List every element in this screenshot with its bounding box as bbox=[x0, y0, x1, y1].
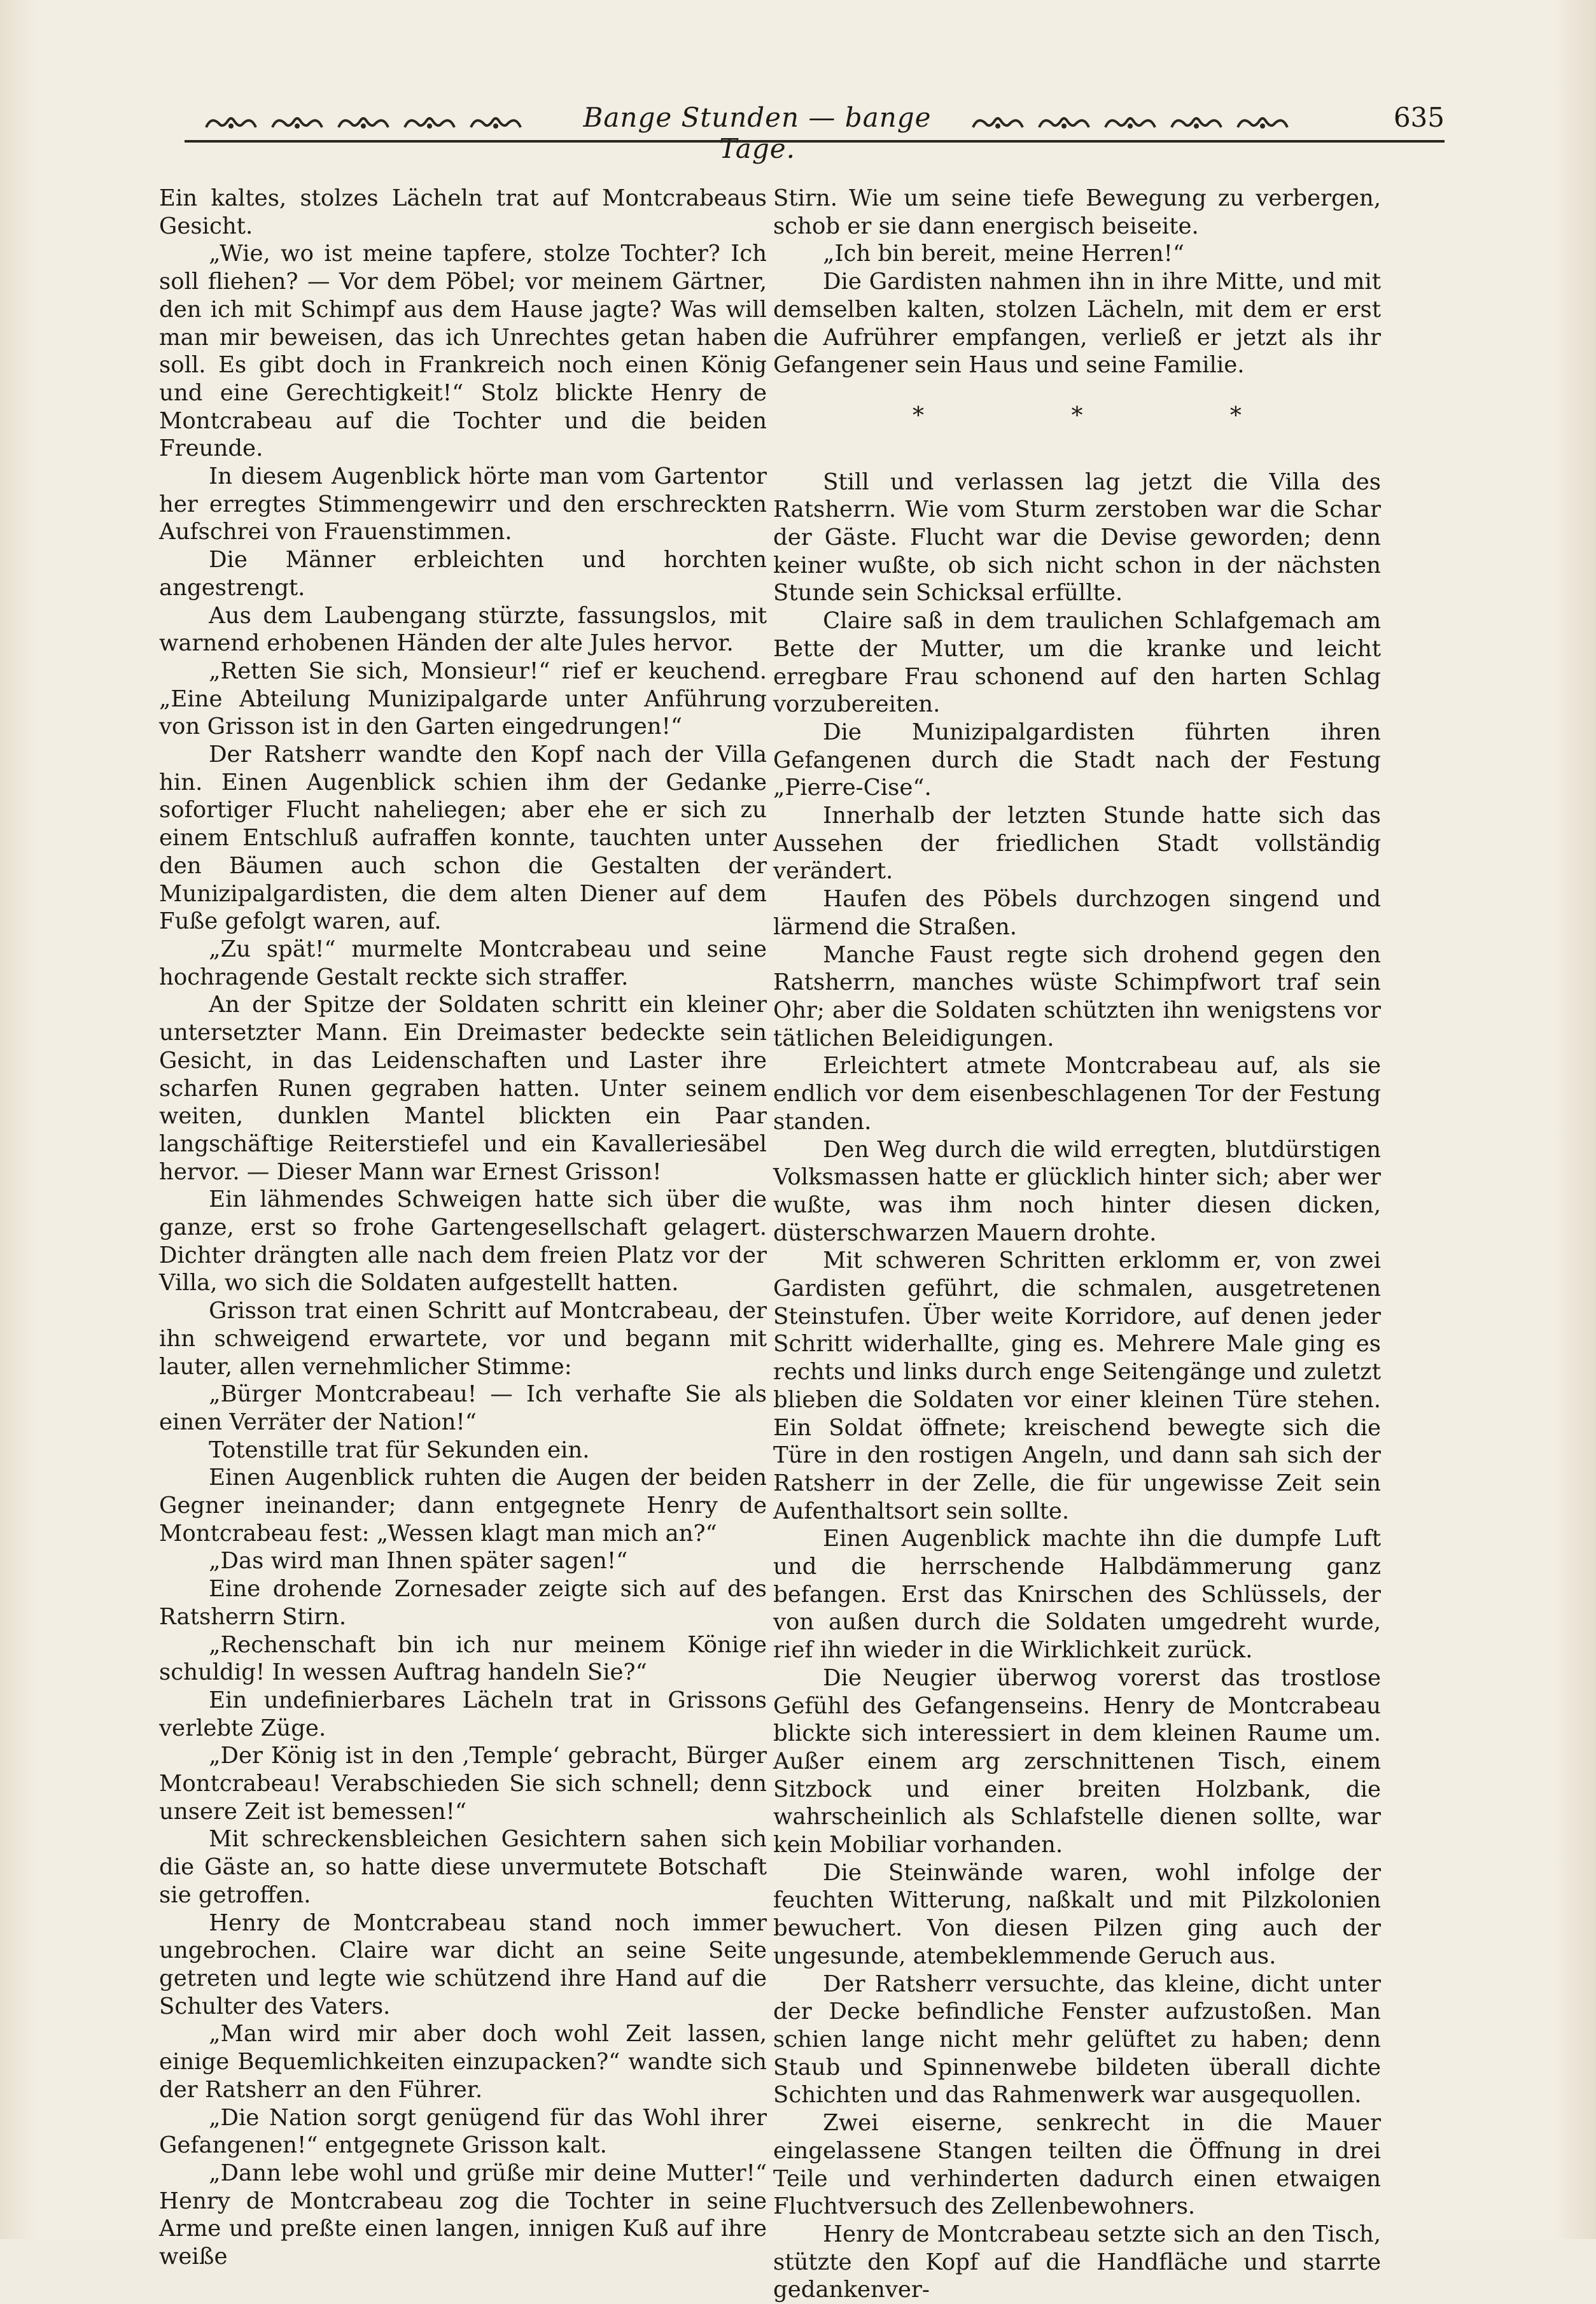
paragraph: „Zu spät!“ murmelte Montcrabeau und seine hochragende Gestalt reckte sich straffer. bbox=[159, 936, 767, 990]
paragraph: Aus dem Laubengang stürzte, fassungslos, mit warnend erhobenen Händen der alte Jules hervor. bbox=[159, 602, 767, 657]
ornament-icon bbox=[1169, 112, 1224, 134]
ornament-group-right bbox=[970, 112, 1290, 134]
paragraph: „Dann lebe wohl und grüße mir deine Mutter!“ Henry de Montcrabeau zog die Tochter in seine Arme und preßte einen langen, innigen Kuß auf ihre weiße bbox=[159, 2160, 767, 2270]
ornament-icon bbox=[270, 112, 325, 134]
paragraph: Stirn. Wie um seine tiefe Bewegung zu verbergen, schob er sie dann energisch beiseite. bbox=[773, 185, 1381, 239]
paragraph: Einen Augenblick machte ihn die dumpfe Luft und die herrschende Halbdämmerung ganz befangen. Erst das Knirschen des Schlüssels, der von außen durch die Soldaten umgedreht wurde, rief ihn wieder in die Wirklichkeit zurück. bbox=[773, 1526, 1381, 1664]
ornament-icon bbox=[1103, 112, 1158, 134]
paragraph: Die Neugier überwog vorerst das trostlose Gefühl des Gefangenseins. Henry de Montcrabeau blickte sich interessiert in dem kleinen Raume um. Außer einem arg zerschnittenen Tisch, einem Sitzbock und einer breiten Holzbank, die wahrscheinlich als Schlafstelle dienen sollte, war kein Mobiliar vorhanden. bbox=[773, 1664, 1381, 1858]
paragraph: Haufen des Pöbels durchzogen singend und lärmend die Straßen. bbox=[773, 886, 1381, 940]
paragraph: „Der König ist in den ‚Temple‘ gebracht, Bürger Montcrabeau! Verabschieden Sie sich schnell; denn unsere Zeit ist bemessen!“ bbox=[159, 1743, 767, 1825]
paragraph: Die Steinwände waren, wohl infolge der feuchten Witterung, naßkalt und mit Pilzkolonien bewuchert. Von diesen Pilzen ging auch der ungesunde, atembeklemmende Geruch aus. bbox=[773, 1859, 1381, 1969]
header-rule bbox=[185, 140, 1445, 143]
paragraph: Einen Augenblick ruhten die Augen der beiden Gegner ineinander; dann entgegnete Henry de Montcrabeau fest: „Wessen klagt man mich an?“ bbox=[159, 1465, 767, 1547]
paragraph: „Die Nation sorgt genügend für das Wohl ihrer Gefangenen!“ entgegnete Grisson kalt. bbox=[159, 2104, 767, 2159]
paragraph: „Man wird mir aber doch wohl Zeit lassen, einige Bequemlichkeiten einzupacken?“ wandte sich der Ratsherr an den Führer. bbox=[159, 2021, 767, 2103]
paragraph: „Bürger Montcrabeau! — Ich verhafte Sie als einen Verräter der Nation!“ bbox=[159, 1381, 767, 1435]
paragraph: „Das wird man Ihnen später sagen!“ bbox=[209, 1548, 628, 1575]
paragraph: Der Ratsherr versuchte, das kleine, dicht unter der Decke befindliche Fenster aufzustoßen. Man schien lange nicht mehr gelüftet zu haben; denn Staub und Spinnenwebe bildeten überall dichte Schichten und das Rahmenwerk war ausgequollen. bbox=[773, 1970, 1381, 2109]
paragraph: Mit schweren Schritten erklomm er, von zwei Gardisten geführt, die schmalen, ausgetretenen Steinstufen. Über weite Korridore, auf denen jeder Schritt widerhallte, ging es. Mehrere Male ging es rechts und links durch enge Seitengänge und zuletzt blieben die Soldaten vor einer kleinen Türe stehen. Ein Soldat öffnete; kreischend bewegte sich die Türe in den rostigen Angeln, und dann sah sich der Ratsherr in der Zelle, die für ungewisse Zeit sein Aufenthaltsort sein sollte. bbox=[773, 1247, 1381, 1524]
paragraph: Innerhalb der letzten Stunde hatte sich das Aussehen der friedlichen Stadt vollständig verändert. bbox=[773, 803, 1381, 885]
ornament-icon bbox=[1037, 112, 1091, 134]
paragraph: Eine drohende Zornesader zeigte sich auf des Ratsherrn Stirn. bbox=[159, 1576, 767, 1630]
paragraph: Mit schreckensbleichen Gesichtern sahen sich die Gäste an, so hatte diese unvermutete Botschaft sie getroffen. bbox=[159, 1826, 767, 1908]
left-column bbox=[159, 185, 767, 2271]
paragraph: Ein lähmendes Schweigen hatte sich über die ganze, erst so frohe Gartengesellschaft gelagert. Dichter drängten alle nach dem freien Platz vor der Villa, wo sich die Soldaten aufgestellt hatten. bbox=[159, 1186, 767, 1296]
paragraph: „Wie, wo ist meine tapfere, stolze Tochter? Ich soll fliehen? — Vor dem Pöbel; vor meinem Gärtner, den ich mit Schimpf aus dem Hause jagte? Was will man mir beweisen, das ich Unrechtes getan haben soll. Es gibt doch in Frankreich noch einen König und eine Gerechtigkeit!“ Stolz blickte Henry de Montcrabeau auf die Tochter und die beiden Freunde. bbox=[159, 241, 767, 462]
ornament-icon bbox=[204, 112, 258, 134]
paragraph: Grisson trat einen Schritt auf Montcrabeau, der ihn schweigend erwartete, vor und begann mit lauter, allen vernehmlicher Stimme: bbox=[159, 1298, 767, 1380]
paragraph: Die Männer erbleichten und horchten angestrengt. bbox=[159, 547, 767, 601]
ornament-icon bbox=[468, 112, 523, 134]
paragraph: Der Ratsherr wandte den Kopf nach der Villa hin. Einen Augenblick schien ihm der Gedanke sofortiger Flucht naheliegen; aber ehe er sich zu einem Entschluß aufraffen konnte, tauchten unter den Bäumen auch schon die Gestalten der Munizipalgardisten, die dem alten Diener auf dem Fuße gefolgt waren, auf. bbox=[159, 741, 767, 935]
paragraph: Still und verlassen lag jetzt die Villa des Ratsherrn. Wie vom Sturm zerstoben war die Schar der Gäste. Flucht war die Devise geworden; denn keiner wußte, ob sich nicht schon in der nächsten Stunde sein Schicksal erfüllte. bbox=[773, 468, 1381, 607]
paragraph: Erleichtert atmete Montcrabeau auf, als sie endlich vor dem eisenbeschlagenen Tor der Festung standen. bbox=[773, 1053, 1381, 1135]
ornament-icon bbox=[970, 112, 1025, 134]
paragraph: Den Weg durch die wild erregten, blutdürstigen Volksmassen hatte er glücklich hinter sich; aber wer wußte, was ihm noch hinter diesen dicken, düsterschwarzen Mauern drohte. bbox=[773, 1136, 1381, 1246]
paragraph: „Ich bin bereit, meine Herren!“ bbox=[823, 241, 1185, 267]
ornament-group-left bbox=[204, 112, 523, 134]
paragraph: In diesem Augenblick hörte man vom Gartentor her erregtes Stimmengewirr und den erschreckten Aufschrei von Frauenstimmen. bbox=[159, 463, 767, 545]
ornament-icon bbox=[336, 112, 391, 134]
ornament-icon bbox=[1235, 112, 1290, 134]
paragraph: Die Gardisten nahmen ihn in ihre Mitte, und mit demselben kalten, stolzen Lächeln, mit dem er erst die Aufrührer empfangen, verließ er jetzt als ihr Gefangener sein Haus und seine Familie. bbox=[773, 269, 1381, 379]
paragraph: Henry de Montcrabeau setzte sich an den Tisch, stützte den Kopf auf die Handfläche und starrte gedankenver- bbox=[773, 2221, 1381, 2303]
paragraph: „Rechenschaft bin ich nur meinem Könige schuldig! In wessen Auftrag handeln Sie?“ bbox=[159, 1631, 767, 1686]
paragraph: Ein undefinierbares Lächeln trat in Grissons verlebte Züge. bbox=[159, 1687, 767, 1741]
ornament-icon bbox=[402, 112, 457, 134]
paragraph: „Retten Sie sich, Monsieur!“ rief er keuchend. „Eine Abteilung Munizipalgarde unter Anführung von Grisson ist in den Garten eingedrungen!“ bbox=[159, 657, 767, 740]
section-separator: * * * bbox=[913, 402, 1312, 429]
paragraph: Manche Faust regte sich drohend gegen den Ratsherrn, manches wüste Schimpfwort traf sein Ohr; aber die Soldaten schützten ihn wenigstens vor tätlichen Beleidigungen. bbox=[773, 941, 1381, 1051]
paragraph: Zwei eiserne, senkrecht in die Mauer eingelassene Stangen teilten die Öffnung in drei Teile und verhinderten dadurch einen etwaigen Fluchtversuch des Zellenbewohners. bbox=[773, 2110, 1381, 2220]
paragraph: Totenstille trat für Sekunden ein. bbox=[209, 1436, 590, 1463]
paragraph: Die Munizipalgardisten führten ihren Gefangenen durch die Stadt nach der Festung „Pierre-Cise“. bbox=[773, 719, 1381, 801]
paragraph: Ein kaltes, stolzes Lächeln trat auf Montcrabeaus Gesicht. bbox=[159, 185, 767, 239]
right-column bbox=[773, 185, 1381, 2304]
running-title: Bange Stunden — bange Tage. bbox=[583, 102, 932, 164]
paragraph: An der Spitze der Soldaten schritt ein kleiner untersetzter Mann. Ein Dreimaster bedeckte sein Gesicht, in das Leidenschaften und Laster ihre scharfen Runen gegraben hatten. Unter seinem weiten, dunklen Mantel blickten ein Paar langschäftige Reiterstiefel und ein Kavalleriesäbel hervor. — Dieser Mann war Ernest Grisson! bbox=[159, 992, 767, 1185]
paragraph: Claire saß in dem traulichen Schlafgemach am Bette der Mutter, um die kranke und leicht erregbare Frau schonend auf den harten Schlag vorzubereiten. bbox=[773, 608, 1381, 718]
page-number: 635 bbox=[1393, 102, 1445, 133]
paragraph: Henry de Montcrabeau stand noch immer ungebrochen. Claire war dicht an seine Seite getreten und legte wie schützend ihre Hand auf die Schulter des Vaters. bbox=[159, 1909, 767, 2020]
